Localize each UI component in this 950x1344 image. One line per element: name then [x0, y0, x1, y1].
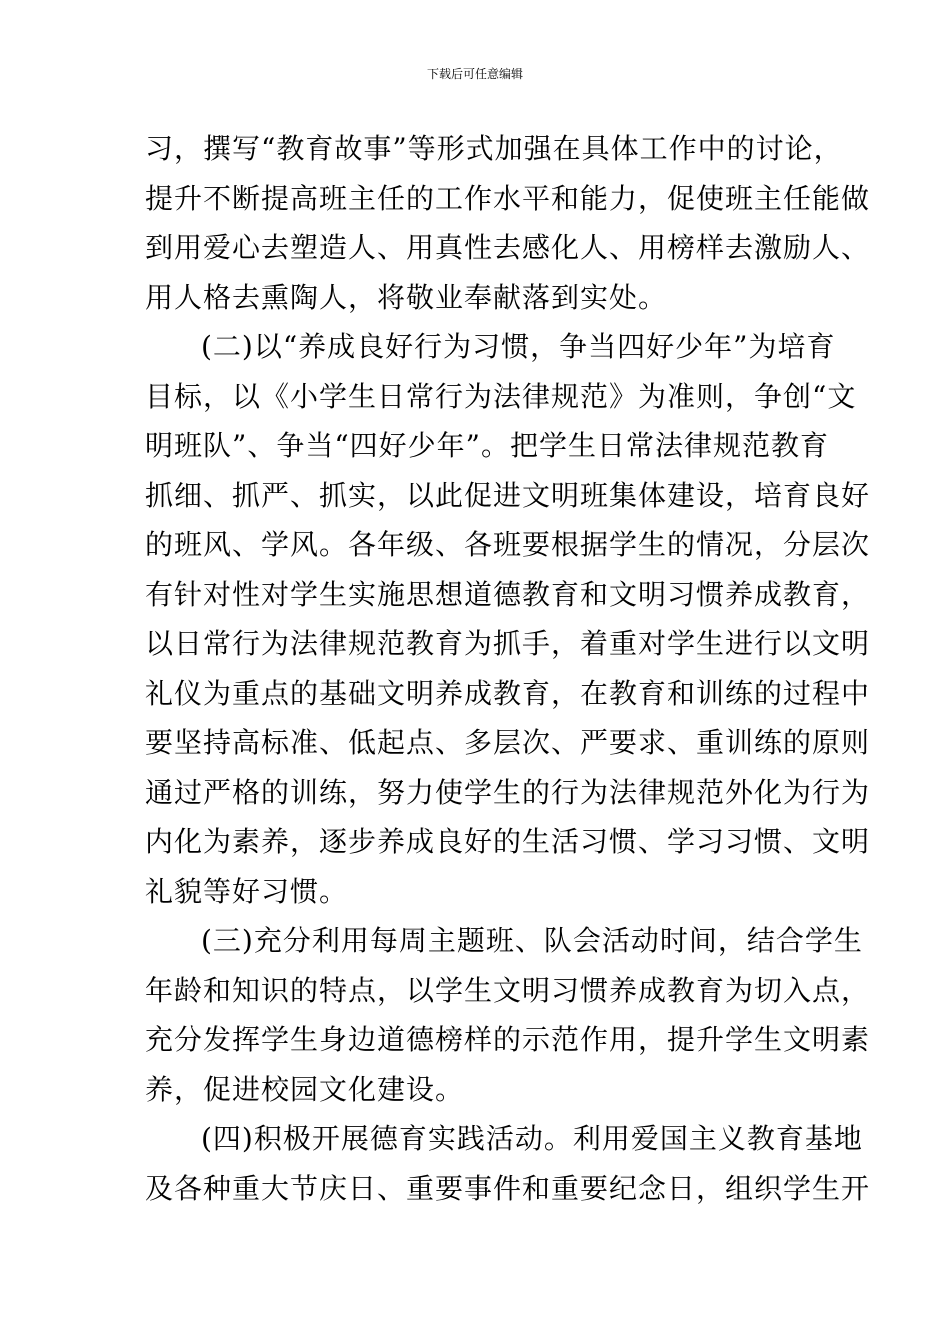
text-line: 到用爱心去塑造人、用真性去感化人、用榜样去激励人、	[145, 231, 871, 264]
text-line: 目标，以《小学生日常行为法律规范》为准则，争创“文	[145, 379, 857, 413]
text-line: 养，促进校园文化建设。	[145, 1072, 465, 1106]
paragraph	[145, 322, 871, 916]
text-line: 用人格去熏陶人，将敬业奉献落到实处。	[145, 280, 668, 314]
text-line: (二)以“养成良好行为习惯，争当四好少年”为培育	[201, 330, 836, 363]
text-line: 要坚持高标准、低起点、多层次、严要求、重训练的原则	[145, 726, 871, 759]
text-line: 年龄和知识的特点，以学生文明习惯养成教育为切入点，	[145, 973, 871, 1007]
text-line: 抓细、抓严、抓实，以此促进文明班集体建设，培育良好	[145, 478, 871, 512]
text-line: 有针对性对学生实施思想道德教育和文明习惯养成教育，	[145, 577, 871, 611]
text-line: 通过严格的训练，努力使学生的行为法律规范外化为行为	[145, 775, 871, 809]
paragraph	[145, 124, 871, 322]
text-line: (四)积极开展德育实践活动。利用爱国主义教育基地	[201, 1122, 863, 1155]
text-line: 提升不断提高班主任的工作水平和能力，促使班主任能做	[145, 181, 871, 215]
text-line: 以日常行为法律规范教育为抓手，着重对学生进行以文明	[145, 627, 871, 660]
text-line: 充分发挥学生身边道德榜样的示范作用，提升学生文明素	[145, 1023, 871, 1056]
text-line: (三)充分利用每周主题班、队会活动时间，结合学生	[201, 924, 863, 957]
paragraph	[145, 916, 871, 1114]
page-header: 下载后可任意编辑	[426, 67, 523, 81]
text-line: 的班风、学风。各年级、各班要根据学生的情况，分层次	[145, 528, 871, 561]
text-line: 及各种重大节庆日、重要事件和重要纪念日，组织学生开	[145, 1171, 871, 1205]
paragraph	[145, 1114, 871, 1213]
text-line: 礼仪为重点的基础文明养成教育，在教育和训练的过程中	[145, 676, 871, 710]
text-line: 礼貌等好习惯。	[145, 874, 349, 908]
text-line: 内化为素养，逐步养成良好的生活习惯、学习习惯、文明	[145, 825, 871, 858]
text-line: 习，撰写“教育故事”等形式加强在具体工作中的讨论，	[145, 132, 843, 165]
document-body	[145, 124, 871, 1213]
text-line: 明班队”、争当“四好少年”。把学生日常法律规范教育	[145, 429, 829, 462]
